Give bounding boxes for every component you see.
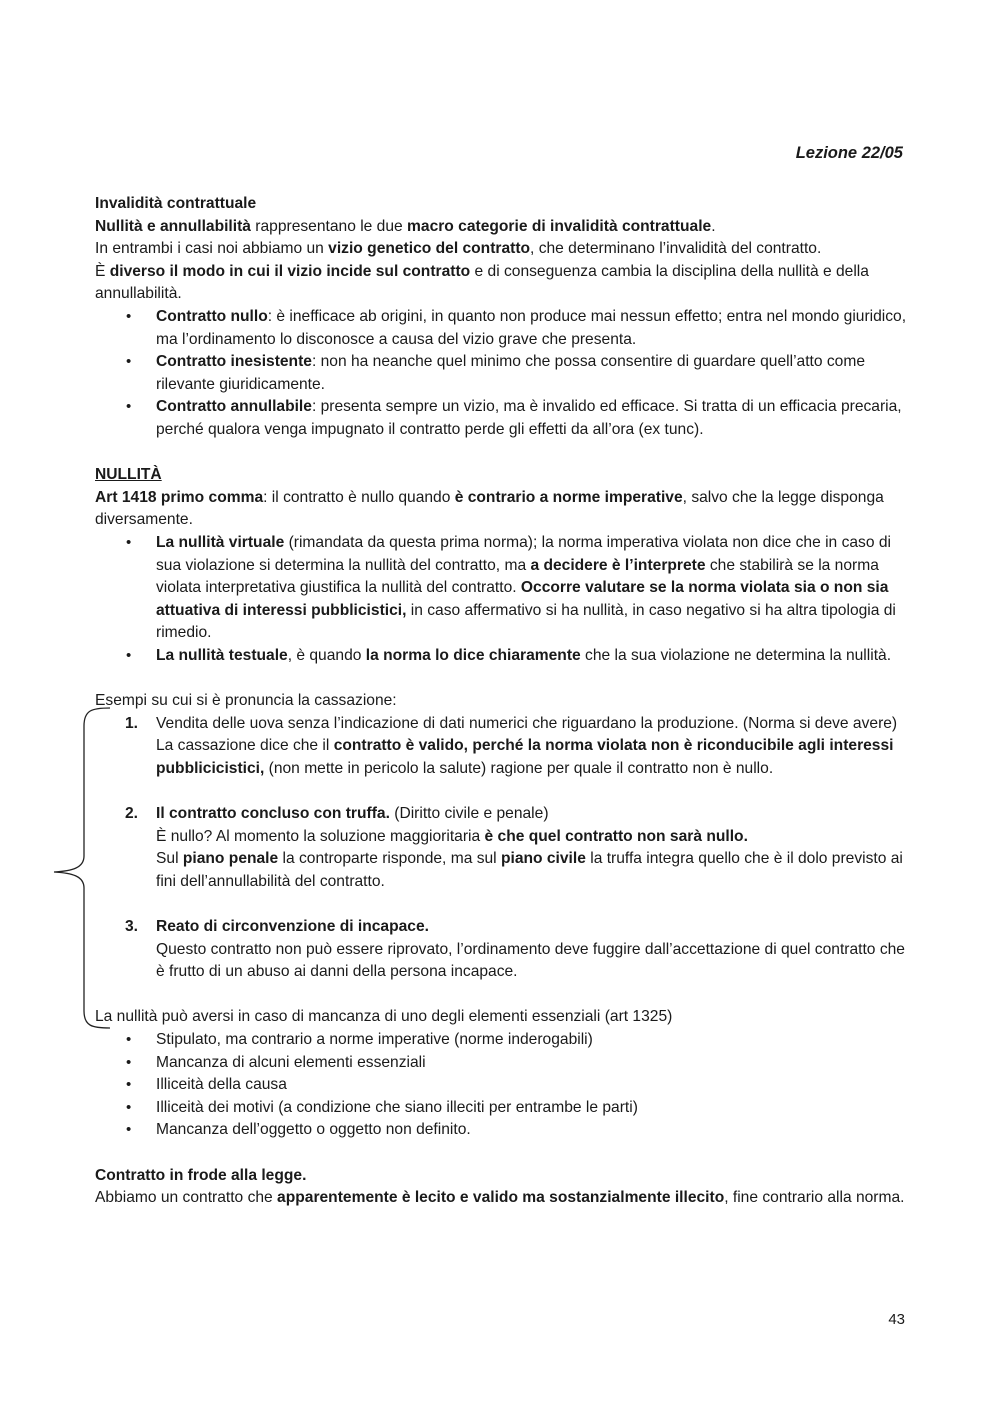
list-item: • Contratto annullabile: presenta sempre un vizio, ma è invalido ed efficace. Si tratta di un efficacia precaria, perché qualora venga impugnato il contratto perde gli effetti da all’ora (ex tunc). [95,396,910,441]
intro-paragraph-1: Nullità e annullabilità rappresentano le due macro categorie di invalidità contrattuale. [95,217,716,235]
list-item: • Mancanza di alcuni elementi essenziali [95,1052,910,1075]
art-1418-paragraph: Art 1418 primo comma: il contratto è nullo quando è contrario a norme imperative, salvo che la legge disponga diversamente. [95,488,884,529]
intro-paragraph-2: In entrambi i casi noi abbiamo un vizio genetico del contratto, che determinano l’invalidità del contratto. [95,240,822,258]
list-item: • La nullità testuale, è quando la norma lo dice chiaramente che la sua violazione ne determina la nullità. [95,645,910,668]
list-item: • Contratto nullo: è inefficace ab origini, in quanto non produce mai nessun effetto; entra nel mondo giuridico, ma l’ordinamento lo disconosce a causa del vizio grave che presenta. [95,306,910,351]
list-item: • La nullità virtuale (rimandata da questa prima norma); la norma imperativa violata non dice che in caso di sua violazione si determina la nullità del contratto, ma a decidere è l’interprete che stabilirà se la norma violata interpretativa giustifica la nullità del contratto. Occorre valutare se la norma violata sia o non sia attuativa di interessi pubblicistici, in caso affermativo si ha nullità, in caso negativo si ha altra tipologia di rimedio. [95,532,910,645]
document-body [95,0,910,1210]
list-item: 3. Reato di circonvenzione di incapace. Questo contratto non può essere riprovato, l’ordinamento deve fuggire dall’accettazione di quel contratto che è frutto di un abuso ai danni della persona incapace. [125,918,905,981]
curly-brace-annotation [52,706,114,1036]
intro-paragraph-3: È diverso il modo in cui il vizio incide sul contratto e di conseguenza cambia la disciplina della nullità e della annullabilità. [95,262,869,303]
mancanza-list [95,1029,910,1142]
list-item: 1. Vendita delle uova senza l’indicazione di dati numerici che riguardano la produzione. (Norma si deve avere) La cassazione dice che il contratto è valido, perché la norma violata non è riconducibile agli interessi pubblicicistici, (non mette in pericolo la salute) ragione per quale il contratto non è nullo. [125,714,898,777]
nullita-heading: NULLITÀ [95,466,162,484]
frode-title: Contratto in frode alla legge. [95,1166,307,1184]
list-item: • Illiceità della causa [95,1074,910,1097]
frode-paragraph: Abbiamo un contratto che apparentemente è lecito e valido ma sostanzialmente illecito, fine contrario alla norma. [95,1189,905,1207]
list-item: • Contratto inesistente: non ha neanche quel minimo che possa consentire di guardare quell’atto come rilevante giuridicamente. [95,351,910,396]
list-item: 2. Il contratto concluso con truffa. (Diritto civile e penale) È nullo? Al momento la soluzione maggioritaria è che quel contratto non sarà nullo. Sul piano penale la controparte risponde, ma sul piano civile la truffa integra quello che è il dolo previsto ai fini dell’annullabilità del contratto. [125,805,903,890]
list-item: • Mancanza dell’oggetto o oggetto non definito. [95,1119,910,1142]
list-item: • Stipulato, ma contrario a norme imperative (norme inderogabili) [95,1029,910,1052]
nullita-types-list [95,532,910,668]
section-title-invalidita: Invalidità contrattuale [95,195,257,212]
esempi-intro: Esempi su cui si è pronuncia la cassazione: [95,692,397,710]
lesson-header: Lezione 22/05 [795,144,903,162]
page-number: 43 [888,1311,905,1328]
contract-types-list [95,306,910,442]
esempi-list [95,713,910,984]
list-item: • Illiceità dei motivi (a condizione che siano illeciti per entrambe le parti) [95,1097,910,1120]
mancanza-intro: La nullità può aversi in caso di mancanza di uno degli elementi essenziali (art 1325) [95,1008,673,1026]
